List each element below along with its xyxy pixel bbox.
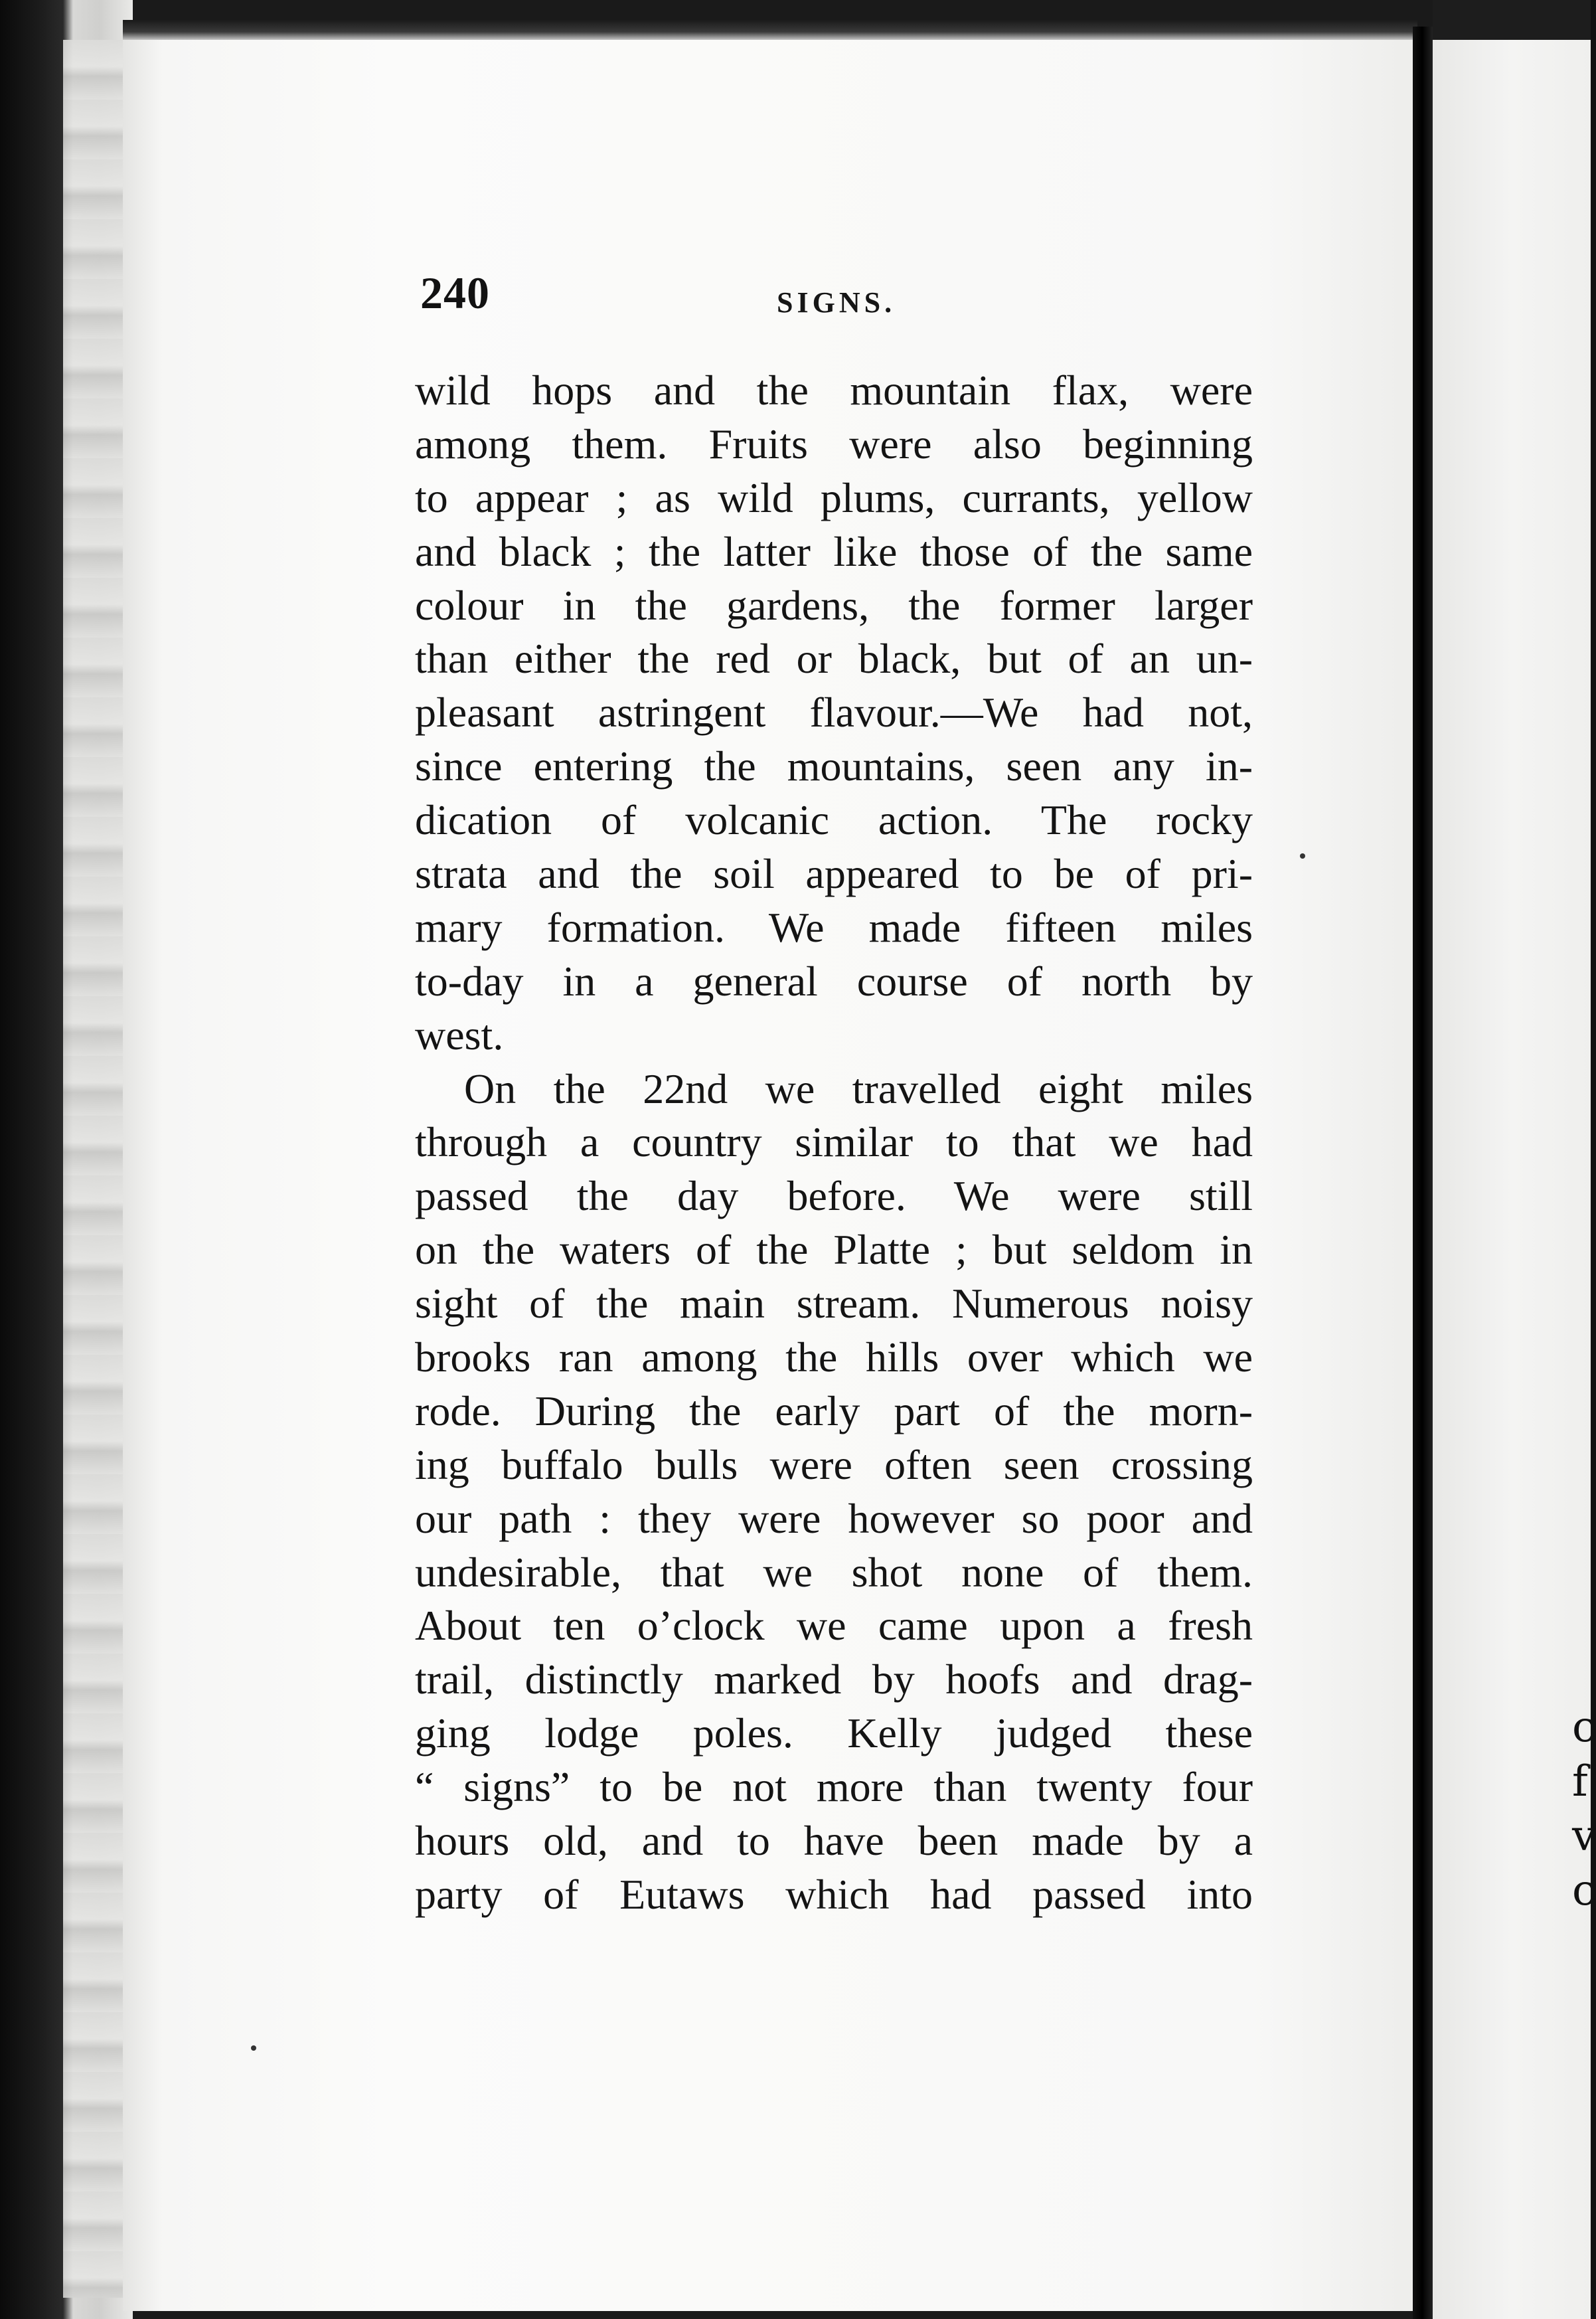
- text-line: brooks ran among the hills over which we: [415, 1333, 1253, 1381]
- text-line: hours old, and to have been made by a: [415, 1817, 1253, 1865]
- paper-speck: [1300, 853, 1305, 859]
- text-line-paragraph-start: On the 22nd we travelled eight miles: [464, 1065, 1253, 1112]
- page-number: 240: [420, 268, 490, 318]
- text-line: to-day in a general course of north by: [415, 957, 1253, 1005]
- text-line: passed the day before. We were still: [415, 1172, 1253, 1220]
- text-line: pleasant astringent flavour.—We had not,: [415, 689, 1253, 736]
- text-line: ing buffalo bulls were often seen crossing: [415, 1440, 1253, 1488]
- text-line: dication of volcanic action. The rocky: [415, 796, 1253, 844]
- body-text: [415, 364, 1253, 1922]
- text-line: through a country similar to that we had: [415, 1118, 1253, 1166]
- text-line: trail, distinctly marked by hoofs and drag-: [415, 1656, 1253, 1703]
- text-line: strata and the soil appeared to be of pri-: [415, 850, 1253, 898]
- next-page-fragment: [1572, 1700, 1596, 1926]
- text-line: mary formation. We made fifteen miles: [415, 903, 1253, 951]
- page-gutter: [1413, 27, 1433, 2319]
- text-line: among them. Fruits were also beginning: [415, 420, 1253, 468]
- text-line: ging lodge poles. Kelly judged these: [415, 1709, 1253, 1757]
- text-line: undesirable, that we shot none of them.: [415, 1548, 1253, 1596]
- next-page-char: f: [1572, 1757, 1588, 1806]
- text-line: to appear ; as wild plums, currants, yellow: [415, 473, 1253, 521]
- text-line-paragraph-end: west.: [415, 1011, 504, 1059]
- text-line: About ten o’clock we came upon a fresh: [415, 1602, 1253, 1650]
- text-line: rode. During the early part of the morn-: [415, 1387, 1253, 1434]
- text-line: wild hops and the mountain flax, were: [415, 367, 1253, 414]
- text-line: our path : they were however so poor and: [415, 1494, 1253, 1542]
- next-page-edge: [1433, 40, 1596, 2319]
- next-page-char: v: [1572, 1812, 1596, 1861]
- text-line: sight of the main stream. Numerous noisy: [415, 1280, 1253, 1328]
- text-line: than either the red or black, but of an un-: [415, 635, 1253, 683]
- text-line: on the waters of the Platte ; but seldom in: [415, 1226, 1253, 1274]
- text-line: since entering the mountains, seen any in-: [415, 742, 1253, 790]
- text-line: “ signs” to be not more than twenty four: [415, 1763, 1253, 1811]
- next-page-char: c: [1572, 1703, 1596, 1752]
- running-head-title: SIGNS.: [777, 286, 896, 319]
- page-top-edge: [123, 20, 1417, 43]
- next-page-char: c: [1572, 1866, 1596, 1915]
- text-line: colour in the gardens, the former larger: [415, 581, 1253, 629]
- text-line: party of Eutaws which had passed into: [415, 1870, 1253, 1918]
- text-line: and black ; the latter like those of the same: [415, 527, 1253, 575]
- next-page-top-edge: [1433, 0, 1591, 41]
- paper-speck: [251, 2045, 256, 2051]
